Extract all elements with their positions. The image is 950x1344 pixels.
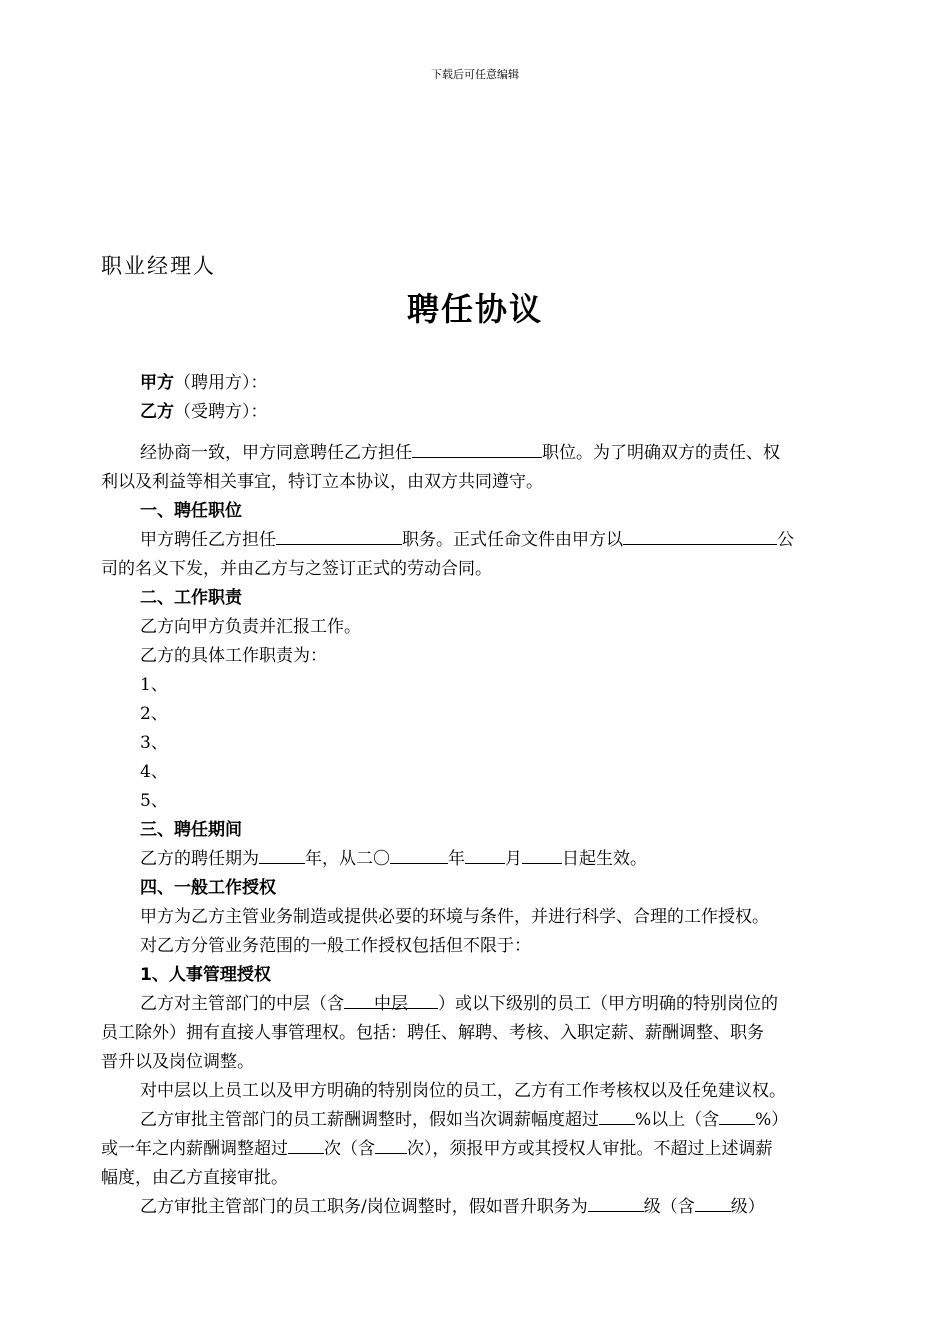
company-blank: [623, 526, 777, 545]
section-3-heading: 三、聘任期间: [140, 820, 242, 840]
intro-text-cont: 职位。为了明确双方的责任、权: [542, 443, 780, 463]
duty-item: 1、: [140, 675, 168, 695]
salary-auth-line-3: 幅度，由乙方直接审批。: [101, 1168, 288, 1188]
party-a-label: 甲方: [140, 373, 174, 393]
party-a-line: [140, 369, 852, 398]
start-year-blank: [390, 845, 448, 864]
document-subtitle: 职业经理人: [101, 254, 216, 278]
party-b-line: [140, 398, 852, 427]
term-years-blank: [259, 845, 305, 864]
section-1-line-1: [140, 526, 852, 555]
section-4-line-2: 对乙方分管业务范围的一般工作授权包括但不限于：: [140, 936, 531, 956]
section-1-heading: 一、聘任职位: [140, 501, 242, 521]
duty-item: 4、: [140, 762, 168, 782]
section-4-heading: 四、一般工作授权: [140, 878, 276, 898]
section-2-line-1: 乙方向甲方负责并汇报工作。: [140, 617, 361, 637]
salary-auth-line-1: [140, 1106, 852, 1135]
salary-text: 乙方审批主管部门的员工薪酬调整时，假如当次调薪幅度超过: [140, 1110, 599, 1130]
salary-pct-blank: [599, 1106, 635, 1125]
s3-text: 月: [505, 849, 522, 869]
s1-text: 甲方聘任乙方担任: [140, 530, 276, 550]
s3-text: 年: [448, 849, 465, 869]
section-4-line-1: 甲方为乙方主管业务制造或提供必要的环境与条件，并进行科学、合理的工作授权。: [140, 907, 769, 927]
duty-blank: [276, 526, 402, 545]
duty-item: 5、: [140, 791, 168, 811]
salary-auth-line-2: [101, 1135, 853, 1164]
salary-text: %以上（含: [635, 1110, 720, 1130]
position-blank: [412, 439, 542, 458]
s1-text-cont: 职务。正式任命文件由甲方以: [402, 530, 623, 550]
s3-text: 乙方的聘任期为: [140, 849, 259, 869]
start-day-blank: [522, 845, 562, 864]
header-note: 下载后可任意编辑: [431, 68, 519, 81]
section-1-line-2: 司的名义下发，并由乙方与之签订正式的劳动合同。: [101, 559, 492, 579]
promotion-text: 级）: [730, 1197, 765, 1217]
section-2-heading: 二、工作职责: [140, 588, 242, 608]
salary-text: 次（含: [324, 1139, 375, 1159]
party-a-role: （聘用方）：: [174, 373, 268, 393]
hr-auth-line-2: 员工除外）拥有直接人事管理权。包括：聘任、解聘、考核、入职定薪、薪酬调整、职务: [101, 1023, 764, 1043]
salary-text: 次），须报甲方或其授权人审批。不超过上述调薪: [407, 1139, 773, 1159]
intro-line-1: [140, 439, 852, 468]
s1-text-end: 公: [777, 530, 794, 550]
s3-text: 年，从二〇: [305, 849, 390, 869]
hr-text: 乙方对主管部门的中层（含: [140, 994, 344, 1014]
intro-text: 经协商一致，甲方同意聘任乙方担任: [140, 443, 412, 463]
start-month-blank: [465, 845, 505, 864]
promotion-auth-line-1: [140, 1193, 852, 1222]
promotion-text: 乙方审批主管部门的员工职务/岗位调整时，假如晋升职务为: [140, 1197, 588, 1217]
hr-auth-line-3: 晋升以及岗位调整。: [101, 1052, 254, 1072]
promotion-level-blank: [588, 1193, 644, 1212]
promotion-text: 级（含: [643, 1197, 695, 1217]
section-2-line-2: 乙方的具体工作职责为：: [140, 646, 327, 666]
salary-times-blank: [288, 1135, 324, 1154]
promotion-level-blank-2: [695, 1193, 731, 1212]
salary-text: 或一年之内薪酬调整超过: [101, 1139, 288, 1159]
salary-text: %）: [755, 1110, 789, 1130]
hr-auth-line-1: [140, 990, 852, 1019]
level-fill: 中层: [344, 990, 438, 1009]
hr-auth-line-4: 对中层以上员工以及甲方明确的特别岗位的员工，乙方有工作考核权以及任免建议权。: [140, 1081, 786, 1101]
party-b-label: 乙方: [140, 402, 174, 422]
duty-item: 3、: [140, 733, 168, 753]
intro-line-2: 利以及利益等相关事宜，特订立本协议，由双方共同遵守。: [101, 472, 543, 492]
duty-item: 2、: [140, 704, 168, 724]
section-3-line-1: [140, 845, 852, 874]
subsection-heading: 1、人事管理授权: [140, 965, 271, 985]
party-b-role: （受聘方）：: [174, 402, 268, 422]
document-title: 聘任协议: [406, 290, 543, 328]
salary-pct-blank-2: [719, 1106, 755, 1125]
salary-times-blank-2: [375, 1135, 407, 1154]
hr-text-cont: ）或以下级别的员工（甲方明确的特别岗位的: [438, 994, 778, 1014]
s3-text: 日起生效。: [562, 849, 647, 869]
